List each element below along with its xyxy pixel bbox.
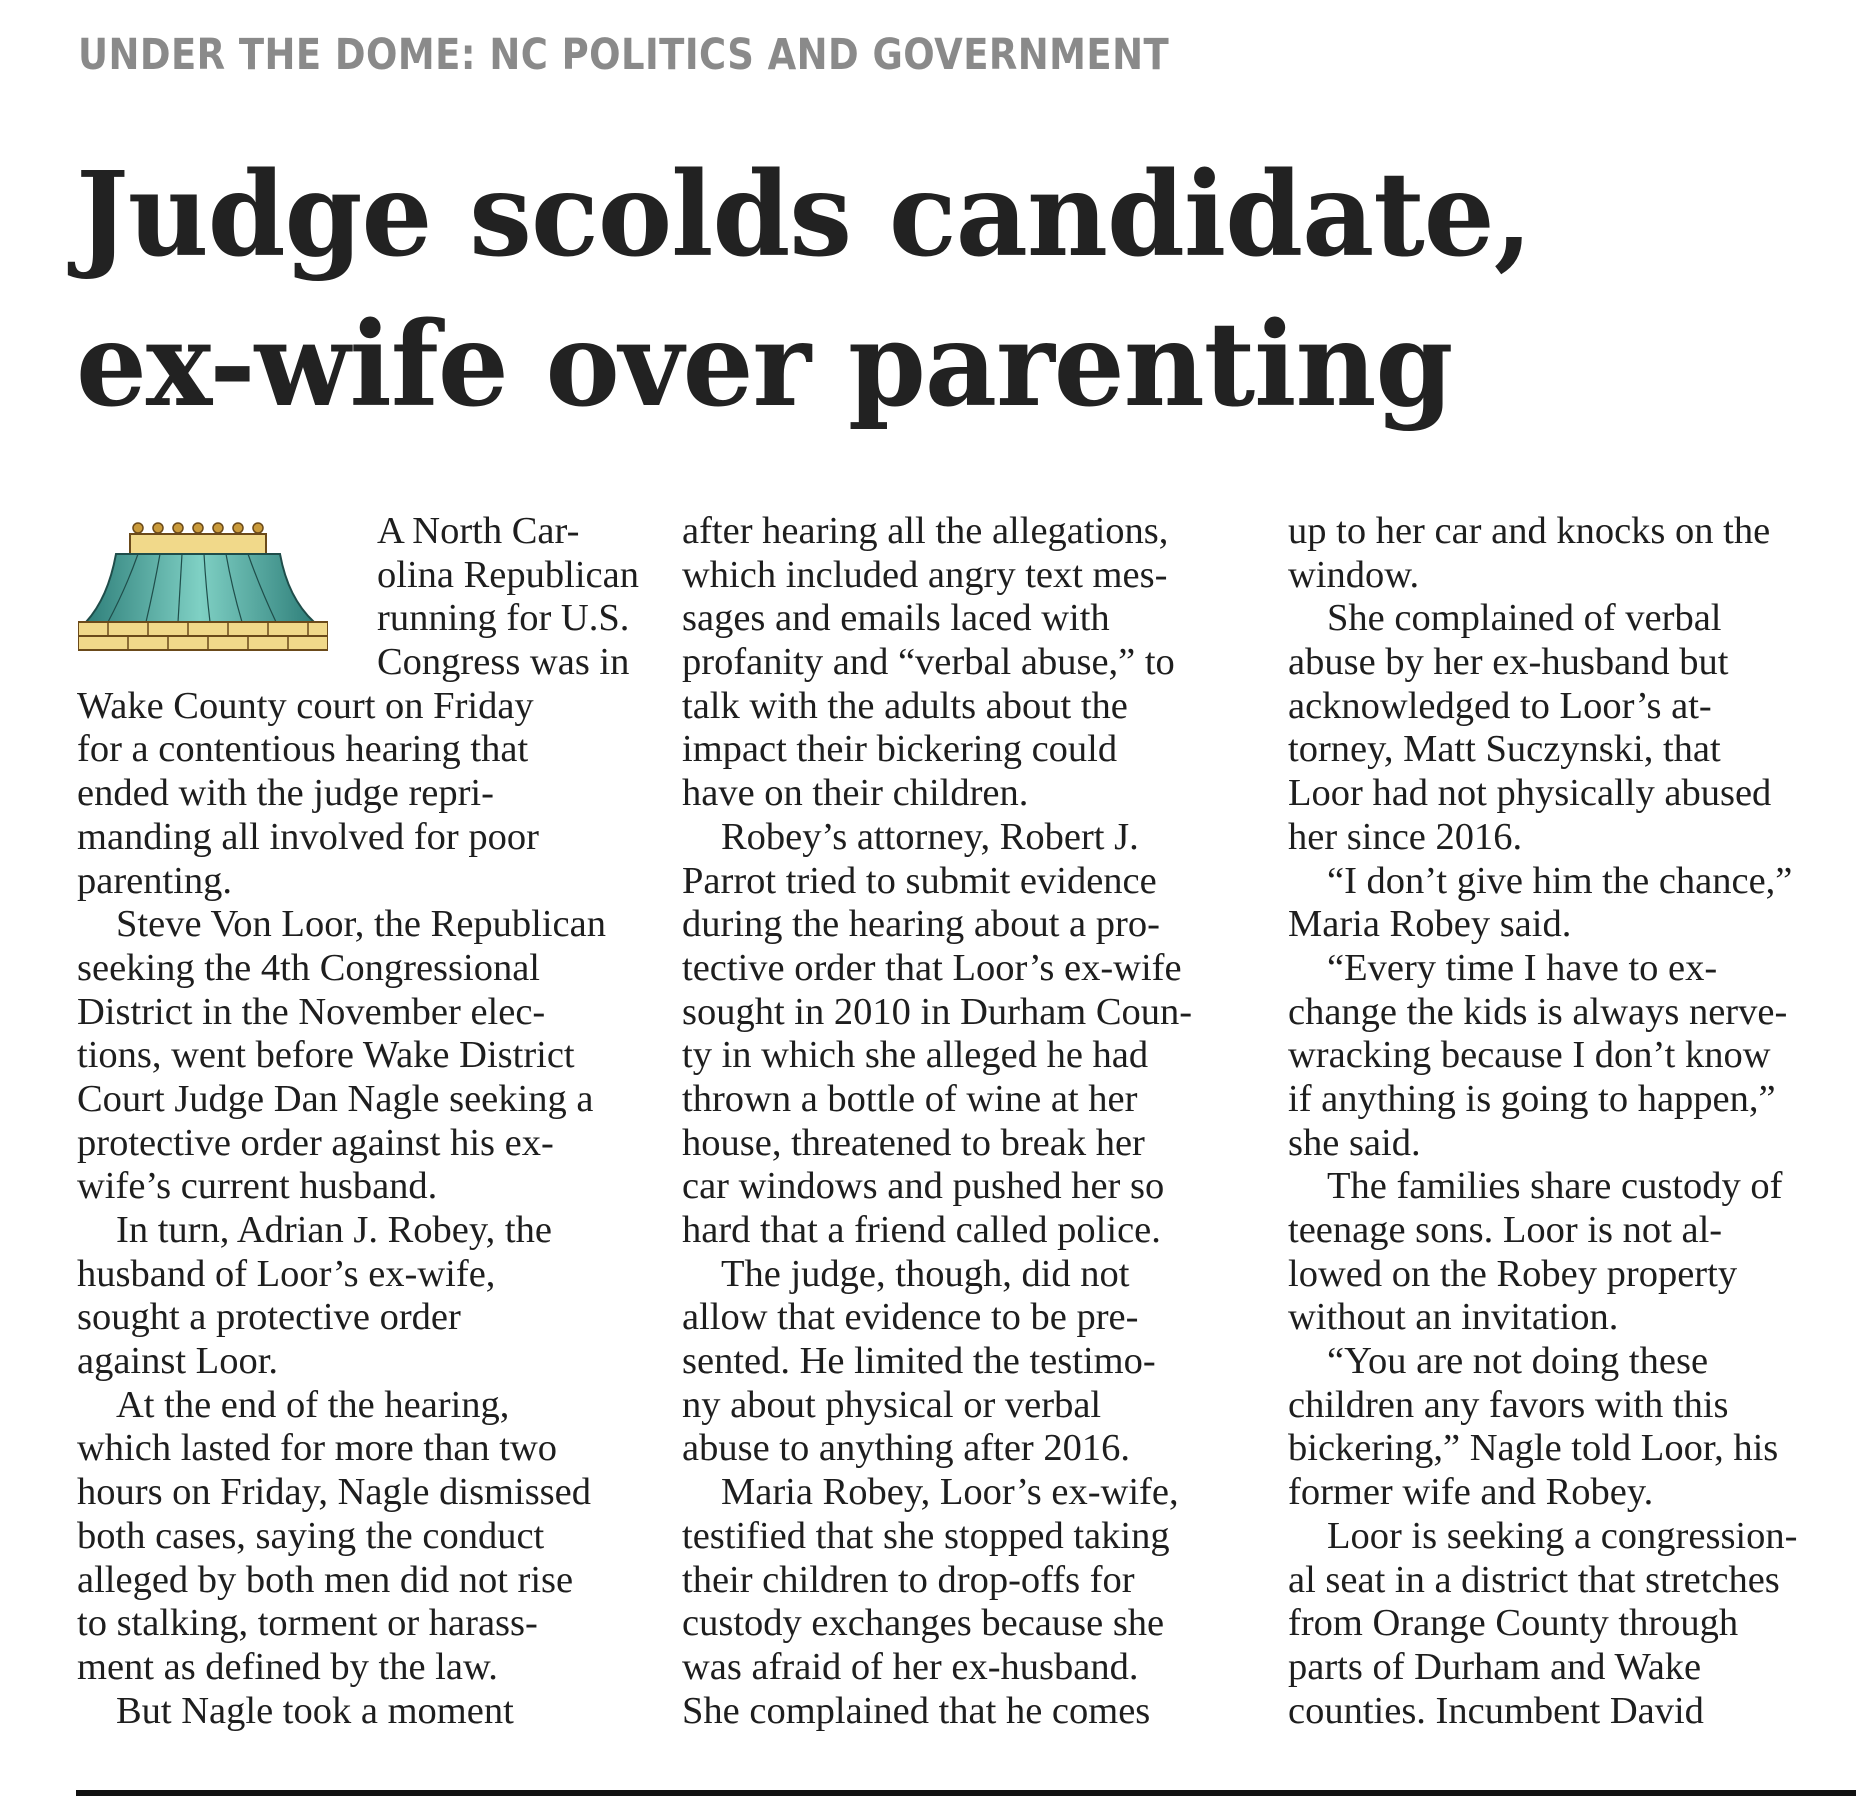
column-3-line: teenage sons. Loor is not al- [1288, 1209, 1723, 1251]
column-2-line: during the hearing about a pro- [682, 903, 1160, 946]
column-1-line: seeking the 4th Congressional [77, 946, 540, 989]
column-2-line: ty in which she alleged he had [682, 1034, 1149, 1077]
column-1-line: manding all involved for poor [77, 815, 539, 858]
column-2-line: sought in 2010 in Durham Coun- [682, 990, 1193, 1033]
bottom-rule [76, 1790, 1856, 1796]
column-2-line: abuse to anything after 2016. [682, 1427, 1130, 1470]
column-2-line: Parrot tried to submit evidence [682, 859, 1157, 902]
column-1-line: protective order against his ex- [77, 1121, 554, 1164]
column-1-line: At the end of the hearing, [116, 1383, 510, 1426]
column-2-line: Robey’s attorney, Robert J. [721, 815, 1139, 858]
column-2-line: Maria Robey, Loor’s ex-wife, [721, 1471, 1179, 1514]
column-2-line: The judge, though, did not [721, 1252, 1130, 1295]
column-2-line: talk with the adults about the [682, 684, 1128, 727]
column-1-line: Congress was in [377, 641, 630, 684]
column-3-line: “Every time I have to ex- [1327, 946, 1718, 989]
column-1-line: But Nagle took a moment [116, 1689, 514, 1732]
column-2-line: after hearing all the allegations, [682, 510, 1169, 552]
column-3-line: abuse by her ex-husband but [1288, 641, 1729, 684]
column-1-line: which lasted for more than two [77, 1427, 558, 1470]
column-1-line: tions, went before Wake District [77, 1034, 575, 1077]
column-1-line: District in the November elec- [77, 990, 546, 1033]
column-3-line: bickering,” Nagle told Loor, his [1288, 1427, 1779, 1470]
column-3-line: al seat in a district that stretches [1288, 1558, 1780, 1601]
column-2-line: house, threatened to break her [682, 1121, 1145, 1164]
column-3-line: Loor is seeking a congression- [1327, 1514, 1798, 1557]
column-1-line: In turn, Adrian J. Robey, the [116, 1209, 552, 1251]
column-1-line: for a contentious hearing that [77, 728, 529, 771]
column-1-line: Steve Von Loor, the Republican [116, 903, 606, 946]
column-1-line: both cases, saying the conduct [77, 1514, 545, 1557]
column-1-line: ended with the judge repri- [77, 772, 494, 815]
column-1-line: olina Republican [377, 553, 639, 596]
column-2-line: was afraid of her ex-husband. [682, 1645, 1139, 1688]
column-2-line: allow that evidence to be pre- [682, 1296, 1139, 1339]
section-kicker: UNDER THE DOME: NC POLITICS AND GOVERNMENT [78, 30, 1170, 80]
column-1-line: alleged by both men did not rise [77, 1558, 574, 1601]
column-2-line: their children to drop-offs for [682, 1558, 1135, 1601]
column-1-line: Court Judge Dan Nagle seeking a [77, 1077, 594, 1120]
column-3-line: “You are not doing these [1327, 1340, 1709, 1383]
column-2-line: impact their bickering could [682, 728, 1118, 771]
column-3-line: Loor had not physically abused [1288, 772, 1772, 815]
column-1-line: to stalking, torment or harass- [77, 1602, 538, 1645]
column-2-line: have on their children. [682, 772, 1029, 815]
column-2-line: hard that a friend called police. [682, 1209, 1161, 1251]
column-3-line: parts of Durham and Wake [1288, 1645, 1702, 1688]
article-column-2 [682, 510, 1252, 1733]
column-2-line: testified that she stopped taking [682, 1514, 1170, 1557]
column-2-line: car windows and pushed her so [682, 1165, 1165, 1208]
column-1-line: Wake County court on Friday [77, 684, 534, 727]
column-2-line: She complained that he comes [682, 1689, 1151, 1732]
column-1-line: wife’s current husband. [77, 1165, 438, 1208]
column-1-line: sought a protective order [77, 1296, 461, 1339]
headline [76, 140, 1532, 440]
column-3-line: torney, Matt Suczynski, that [1288, 728, 1721, 771]
column-2-line: sented. He limited the testimo- [682, 1340, 1156, 1383]
column-3-line: she said. [1288, 1121, 1421, 1164]
column-3-line: former wife and Robey. [1288, 1471, 1654, 1514]
column-2-line: which included angry text mes- [682, 553, 1168, 596]
column-3-line: children any favors with this [1288, 1383, 1729, 1426]
column-1-line: ment as defined by the law. [77, 1645, 498, 1688]
article-column-3 [1288, 510, 1858, 1733]
column-2-line: ny about physical or verbal [682, 1383, 1102, 1426]
column-3-line: acknowledged to Loor’s at- [1288, 684, 1712, 727]
column-3-line: lowed on the Robey property [1288, 1252, 1738, 1295]
column-2-line: custody exchanges because she [682, 1602, 1165, 1645]
column-2-line: sages and emails laced with [682, 597, 1110, 640]
column-2-line: profanity and “verbal abuse,” to [682, 641, 1175, 684]
column-3-line: change the kids is always nerve- [1288, 990, 1788, 1033]
column-3-line: if anything is going to happen,” [1288, 1077, 1776, 1120]
column-3-line: “I don’t give him the chance,” [1327, 859, 1793, 902]
column-3-line: up to her car and knocks on the [1288, 510, 1771, 552]
headline-line-1: Judge scolds candidate, [76, 147, 1532, 283]
column-3-line: The families share custody of [1327, 1165, 1783, 1208]
column-1-line: parenting. [77, 859, 233, 902]
column-3-line: without an invitation. [1288, 1296, 1619, 1339]
column-2-line: tective order that Loor’s ex-wife [682, 946, 1182, 989]
column-3-line: from Orange County through [1288, 1602, 1739, 1645]
column-3-line: window. [1288, 553, 1420, 596]
column-2-line: thrown a bottle of wine at her [682, 1077, 1138, 1120]
column-3-line: Maria Robey said. [1288, 903, 1572, 946]
column-1-line: against Loor. [77, 1340, 279, 1383]
column-3-line: wracking because I don’t know [1288, 1034, 1771, 1077]
column-3-line: her since 2016. [1288, 815, 1523, 858]
article-column-1 [77, 510, 647, 1733]
column-1-line: husband of Loor’s ex-wife, [77, 1252, 496, 1295]
column-1-line: hours on Friday, Nagle dismissed [77, 1471, 591, 1514]
column-1-line: running for U.S. [377, 597, 630, 640]
column-3-line: She complained of verbal [1327, 597, 1722, 640]
column-1-line: A North Car- [377, 510, 580, 552]
headline-line-2: ex-wife over parenting [76, 297, 1453, 433]
column-3-line: counties. Incumbent David [1288, 1689, 1704, 1732]
